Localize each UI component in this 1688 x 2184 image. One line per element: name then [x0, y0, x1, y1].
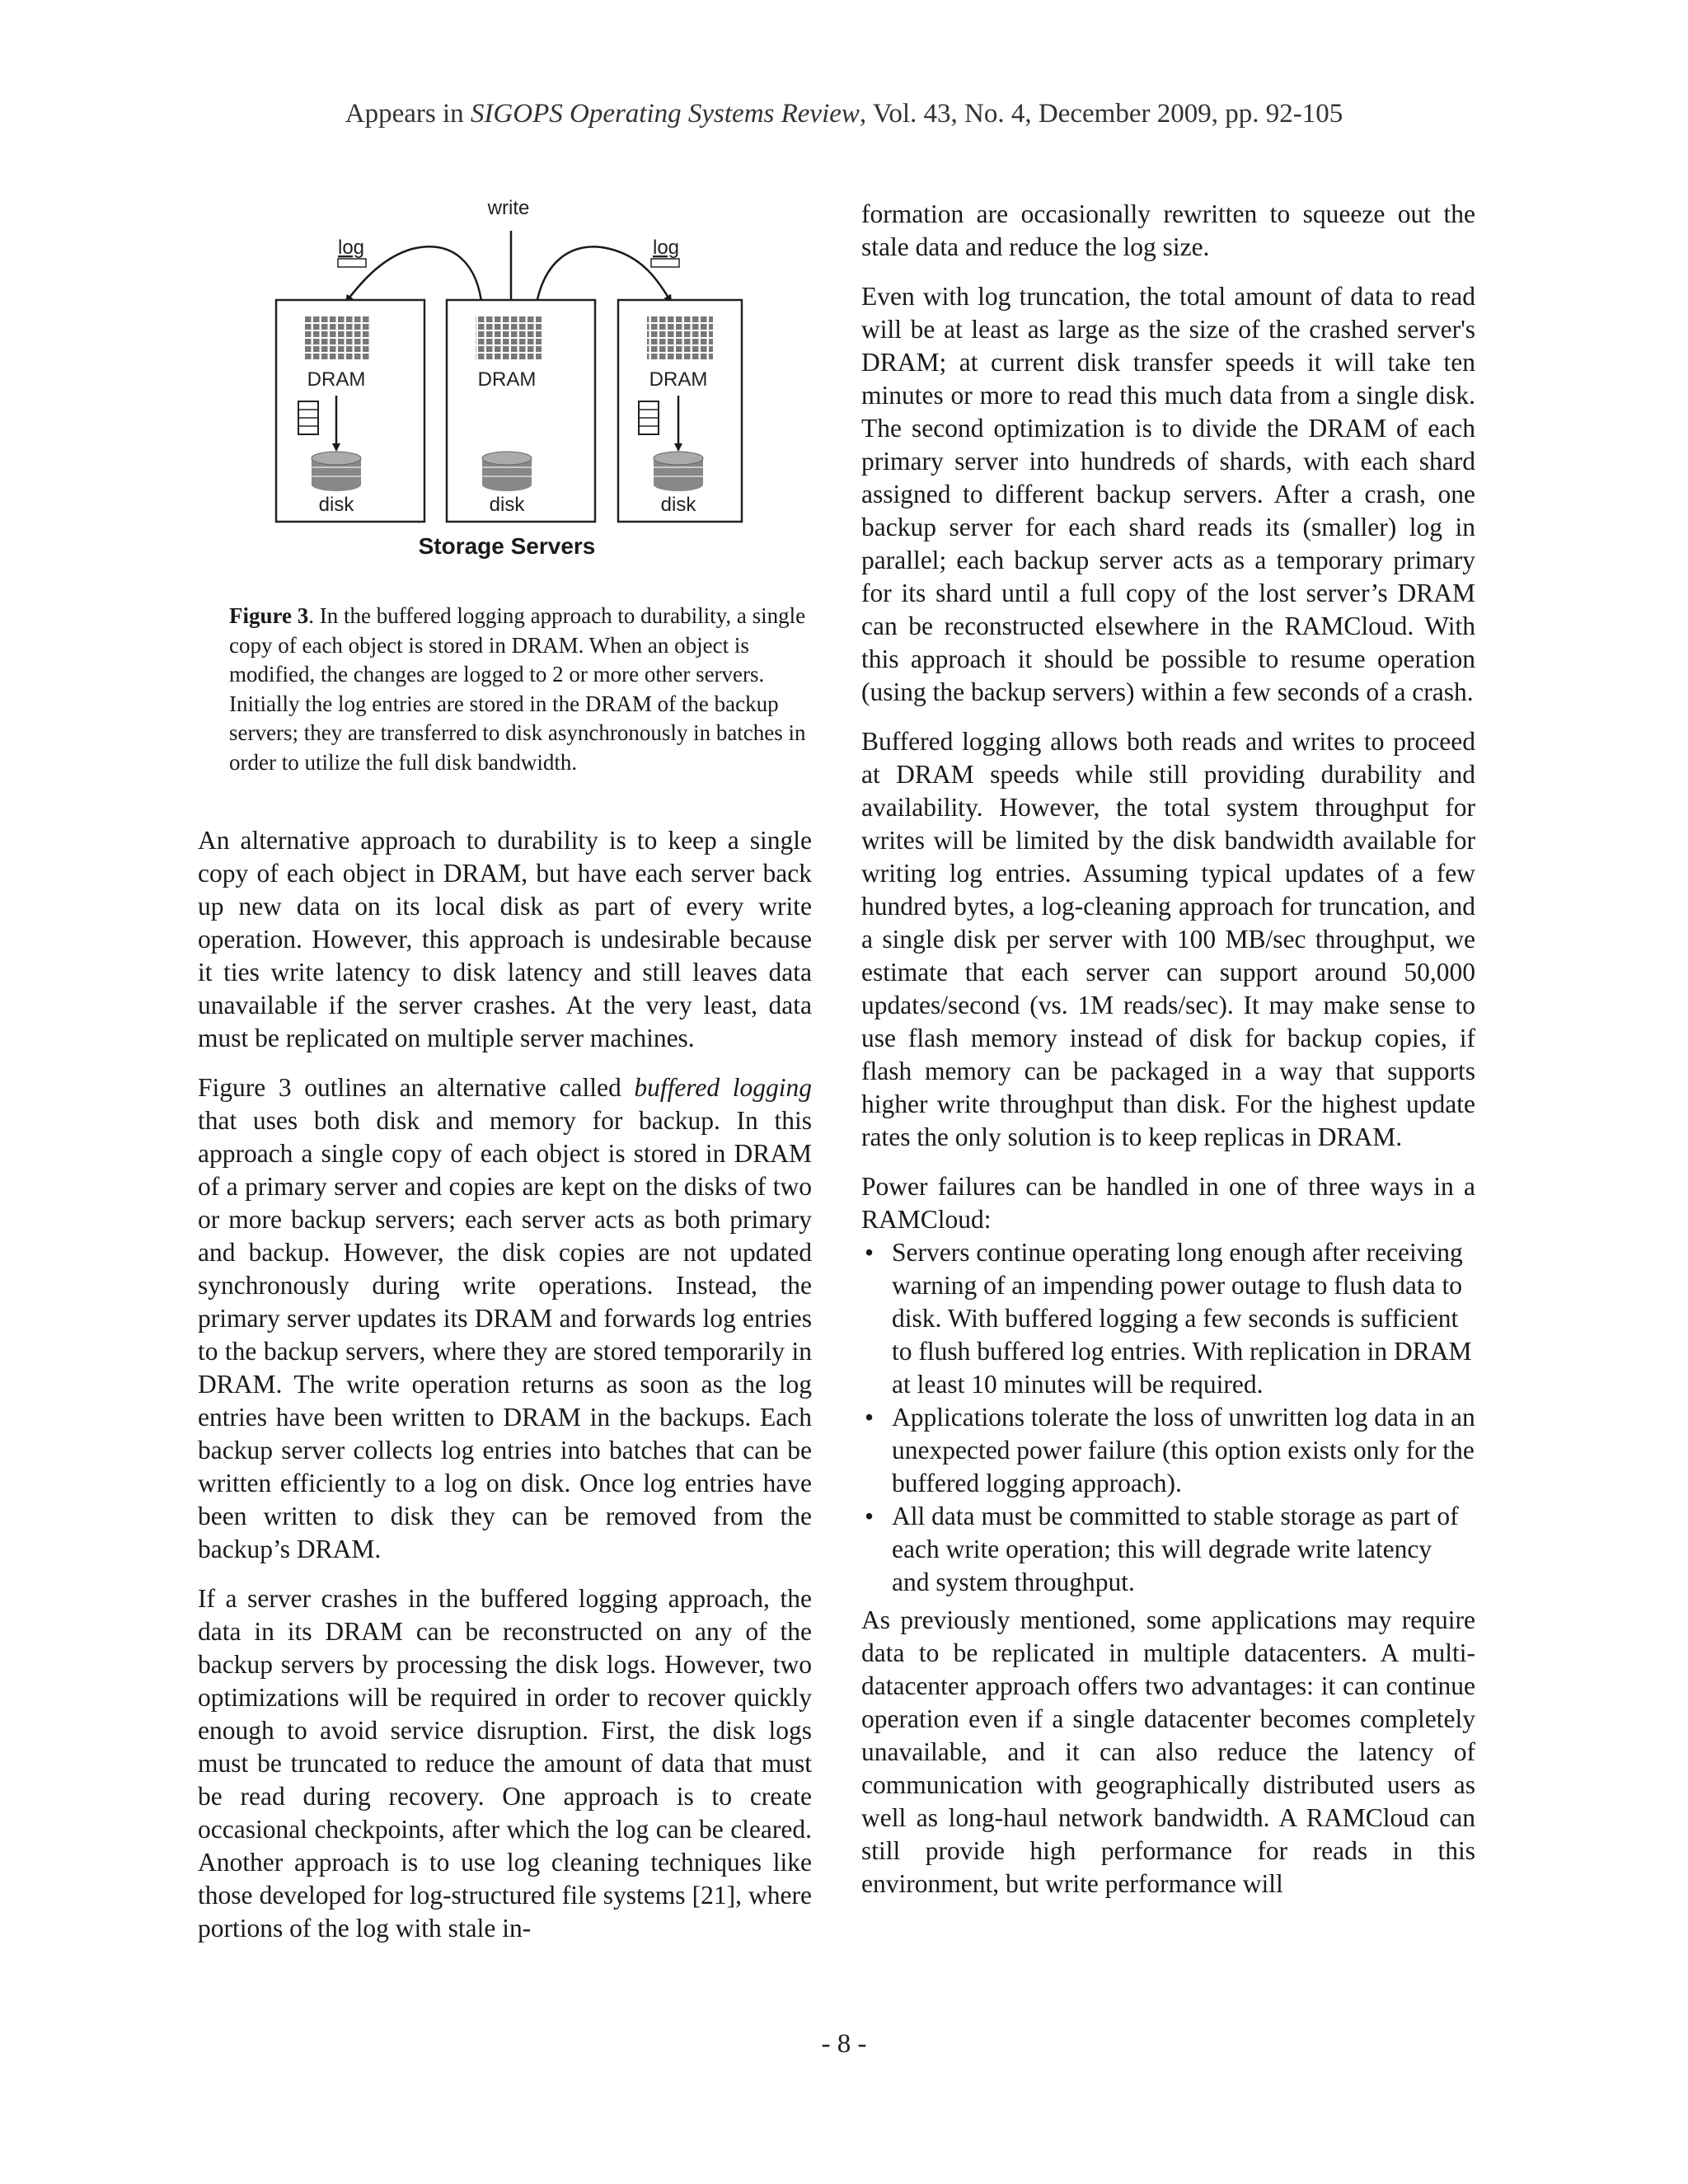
disk-label-center: disk — [489, 494, 525, 516]
left-column — [198, 824, 812, 1961]
paragraph: Power failures can be handled in one of three ways in a RAMCloud: — [861, 1172, 1475, 1234]
disk-label-right: disk — [660, 494, 696, 516]
dram-grid-left — [305, 316, 371, 361]
dram-label-center: DRAM — [477, 368, 537, 391]
disk-icon-center — [482, 452, 532, 491]
caption-text: . In the buffered logging approach to durability, a single copy of each object is stored in DRAM. When an object is modified, the changes are logged to 2 or more other servers. Initially the log entries are stored in the DRAM of the backup servers; they are transferred to disk asynchronously in batches in order to utilize the full disk bandwidth. — [229, 603, 806, 775]
page-number: - 8 - — [821, 2029, 867, 2059]
running-header — [0, 99, 1688, 129]
dram-grid-center — [476, 316, 542, 361]
list-item: • Applications tolerate the loss of unwritten log data in an unexpected power failure (this option exists only for the buffered logging approach). — [861, 1401, 1475, 1500]
disk-icon-right — [654, 452, 703, 491]
log-buffer-icon-left — [298, 401, 318, 434]
disk-label-left: disk — [318, 494, 354, 516]
dram-grid-right — [647, 316, 713, 361]
figure-caption — [229, 602, 821, 777]
header-suffix: , Vol. 43, No. 4, December 2009, pp. 92-105 — [859, 99, 1343, 129]
paragraph: As previously mentioned, some applications may require data to be replicated in multiple datacenters. A multi-datacenter approach offers two advantages: it can continue operation even if a single datacenter becomes completely unavailable, and it can also reduce the latency of communication with geographically distributed users as well as long-haul network bandwidth. A RAMCloud can still provide high performance for reads in this environment, but write performance will — [861, 1605, 1475, 1898]
paragraph-text: that uses both disk and memory for backup. In this approach a single copy of each object is stored in DRAM of a primary server and copies are kept on the disks of two or more backup servers; each server acts as both primary and backup. However, the disk copies are not updated synchronously during write operations. Instead, the primary server updates its DRAM and forwards log entries to the backup servers, where they are stored temporarily in DRAM. The write operation returns as soon as the log entries have been written to DRAM in the backups. Each backup server collects log entries into batches that can be written efficiently to a log on disk. Once log entries have been written to disk they can be removed from the backup’s DRAM. — [198, 1106, 812, 1563]
dram-label-right: DRAM — [649, 368, 708, 391]
log-label-right: log — [652, 237, 680, 259]
paragraph: Buffered logging allows both reads and writes to proceed at DRAM speeds while still providing durability and availability. However, the total system throughput for writes will be limited by the disk bandwidth available for writing log entries. Assuming typical updates of a few hundred bytes, a log-cleaning approach for truncation, and a single disk per server with 100 MB/sec throughput, we estimate that each server can support around 50,000 updates/second (vs. 1M reads/sec). It may make sense to use flash memory instead of disk for backup copies, if flash memory can be packaged in a way that supports higher write throughput than disk. For the highest update rates the only solution is to keep replicas in DRAM. — [861, 727, 1475, 1151]
header-venue: SIGOPS Operating Systems Review — [470, 99, 860, 129]
paragraph: If a server crashes in the buffered logging approach, the data in its DRAM can be reconstructed on any of the backup servers by processing the disk logs. However, two optimizations will be required in order to recover quickly enough to avoid service disruption. First, the disk logs must be truncated to reduce the amount of data that must be read during recovery. One approach is to create occasional checkpoints, after which the log can be cleared. Another approach is to use log cleaning techniques like those developed for log-structured file systems [21], where portions of the log with stale in- — [198, 1584, 812, 1943]
log-label-left: log — [337, 237, 365, 259]
figure-3-diagram — [264, 198, 775, 569]
write-label: write — [487, 198, 530, 219]
paragraph: formation are occasionally rewritten to squeeze out the stale data and reduce the log size. — [861, 199, 1475, 261]
figure-title: Storage Servers — [418, 533, 596, 559]
paragraph-text: Figure 3 outlines an alternative called — [198, 1073, 635, 1102]
list-item: • Servers continue operating long enough after receiving warning of an impending power outage to flush data to disk. With buffered logging a few seconds is sufficient to flush buffered log entries. With replication in DRAM at least 10 minutes will be required. — [861, 1236, 1475, 1401]
log-icon-right — [651, 259, 679, 267]
emphasis-term: buffered logging — [634, 1073, 812, 1102]
header-prefix: Appears in — [345, 99, 471, 129]
paragraph: Even with log truncation, the total amount of data to read will be at least as large as the size of the crashed server's DRAM; at current disk transfer speeds it will take ten minutes or more to read this much data from a single disk. The second optimization is to divide the DRAM of each primary server into hundreds of shards, with each shard assigned to different backup servers. After a crash, one backup server for each shard reads its (smaller) log in parallel; each backup server acts as a temporary primary for its shard until a full copy of the lost server’s DRAM can be reconstructed elsewhere in the RAMCloud. With this approach it should be possible to resume operation (using the backup servers) within a few seconds of a crash. — [861, 282, 1475, 706]
paragraph: An alternative approach to durability is to keep a single copy of each object in DRAM, but have each server back up new data on its local disk as part of every write operation. However, this approach is undesirable because it ties write latency to disk latency and still leaves data unavailable if the server crashes. At the very least, data must be replicated on multiple server machines. — [198, 826, 812, 1052]
log-icon-left — [338, 259, 366, 267]
disk-icon-left — [312, 452, 361, 491]
dram-label-left: DRAM — [307, 368, 366, 391]
log-buffer-icon-right — [639, 401, 659, 434]
paragraph — [198, 1071, 812, 1566]
list-item: • All data must be committed to stable storage as part of each write operation; this will degrade write latency and system throughput. — [861, 1500, 1475, 1599]
caption-label: Figure 3 — [229, 603, 309, 628]
right-column — [861, 198, 1475, 1917]
bullet-list — [861, 1236, 1475, 1599]
